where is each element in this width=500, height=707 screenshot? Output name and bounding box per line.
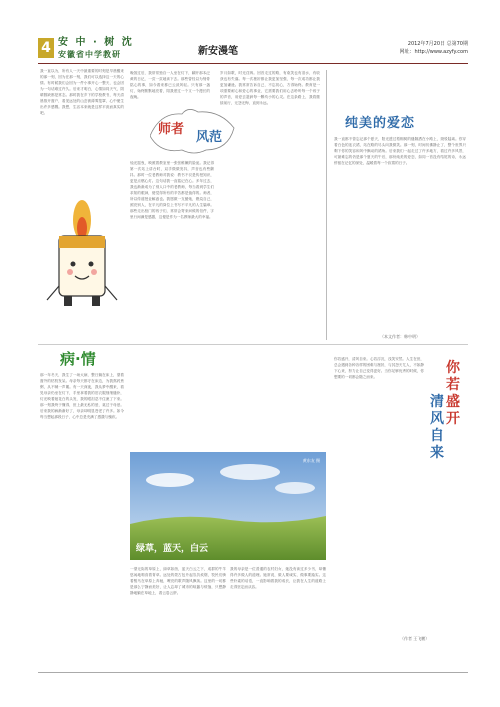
column1-top-text: 我一直以为，所有人一天中最重要的时刻是早晨醒来的那一刻，因为在那一刻，我们可以选择这一天的心情。有时候我们会因为一件小事开心一整天，也会因为一句话难过许久。后来才明白，心情如同天气，阴晴圆缺都是常态。那时我在乡下的学校教书，每天清晨推开窗户，看见远处的山峦被薄雾笼罩，心中便生出许多感慨。我想，生活本来就是这样平淡而真实的吧。 xyxy=(40,69,124,115)
article-title-pure-love: 纯美的爱恋 xyxy=(345,116,416,131)
cartoon-word1: 师者 xyxy=(158,122,185,137)
footer-rule xyxy=(38,672,468,673)
website: 网址：http://www.azyfy.com xyxy=(399,49,468,55)
article-title-blossom xyxy=(430,360,470,510)
column2-text: 烛光摇曳，映照着教室里一张张稚嫩的脸庞。我记得第一次站上讲台时，双手微微发抖，声音也有些颤抖。那时一位老教师对我说：教书不仅是传授知识，更是点燃心灯。这句话我一直铭记在心。多年过去，我也渐渐成为了别人口中的老教师，每当看到学生们求知的眼神，便觉得所有的辛苦都是值得的。师者，所以传道授业解惑也。我愿做一支蜡烛，燃烧自己，照亮别人，在平凡的岗位上书写不平凡的人生篇章。那些走出校门的孩子们，常常会寄来问候的信件，字里行间满是感激，这便是作为一名教师最大的幸福。 xyxy=(130,161,214,219)
column-divider-right xyxy=(326,70,327,340)
bottom-mid-text-b: 我的母亲是一位普通的农村妇女，她没有读过多少书，却懂得许多做人的道理。她常说，做人要诚实，做事要踏实。这些朴素的话语，一直影响着我的成长，让我在人生的道路上走得坚定而从容。 xyxy=(230,567,326,589)
masthead-line1: 安 中 · 树 沈 xyxy=(58,37,134,48)
photo-caption: 绿草，蓝天，白云 xyxy=(136,544,209,554)
bottom-right-text: 你若盛开，清风自来。心若浮沉，浅笑安然。人生在世，总会遇到各种各样的困难与挫折，与其怨天尤人，不如静下心来，努力让自己变得更好。当你足够优秀的时候，你想要的一切都会随之而来。 xyxy=(334,357,424,379)
cartoon-word2: 风范 xyxy=(196,130,223,145)
bottom-left-text: 那一年冬天，我生了一场大病，整日躺在床上，望着窗外的枯枝发呆。母亲每天都守在床边，为我熬药煮粥，从不喊一声累。有一天深夜，我从梦中醒来，看见母亲仍坐在灯下，手里拿着我的旧衣服细细缝补，灯光映着她花白的头发，我的眼泪忍不住流了下来。那一刻我终于懂得，世上最无私的爱，莫过于母爱。后来我的病渐渐好了，母亲却明显苍老了许多。如今每当想起那段日子，心中总是充满了感激与愧疚。 xyxy=(40,373,124,419)
bottom-right-author: （作者 王飞鹏） xyxy=(400,636,430,641)
masthead-line2: 安徽省中学教研 xyxy=(58,50,121,59)
column1-mid-text: 晚饭过后，我常常独自一人坐在灯下，翻开那本泛黄的日记，一页一页地读下去。那些曾经以为刻骨铭心的事，如今看来都已云淡风轻。只有那一盏灯，始终默默地亮着，陪我度过一个又一个漫长的夜晚。 xyxy=(130,71,210,99)
grassland-photo xyxy=(130,452,326,560)
header-rule xyxy=(38,63,468,64)
masthead-logo xyxy=(58,36,168,62)
title-line2: 清风自来 xyxy=(430,394,444,461)
date-issue: 2012年7月20日 总第70期 xyxy=(407,41,468,47)
title-line1: 你若盛开 xyxy=(446,360,460,427)
section-title: 新安漫笔 xyxy=(198,46,238,57)
column4-footer-note: （本文作者：韩中明） xyxy=(380,334,420,339)
mid-rule xyxy=(38,344,468,345)
page-number-badge: 4 xyxy=(38,38,54,58)
bottom-mid-text-a: 一望无际的草原上，绿草如茵，蓝天白云之下，成群的牛羊悠闲地啃食着青草。远处的蒙古包升起袅袅炊烟，牧民们骑着骏马在草原上奔驰，嘹亮的歌声随风飘荡。这里的一切都是那么宁静而美好，让人忘却了城市的喧嚣与烦恼，只想静静地躺在草地上，看云卷云舒。 xyxy=(130,567,226,595)
column3-text: 岁月如歌，时光荏苒。回首走过的路，有欢笑也有泪水，有收获也有失落。每一次挫折都让我更加坚强，每一次成功都让我更加谦逊。我常常告诉自己，不忘初心，方得始终。教育是一项需要耐心和爱心的事业，它需要我们用心去聆听每一个孩子的声音，用爱去滋润每一颗幼小的心灵。在这条路上，我将继续前行，无怨无悔，直到永远。 xyxy=(220,71,320,105)
article-title-illness: 病·情 xyxy=(60,350,96,368)
candle-illustration xyxy=(42,190,122,310)
column4-text: 我一直都不曾忘记那个夏天，阳光透过梧桐树的缝隙洒在小路上，斑驳陆离。你穿着白色的连衣裙，站在路的尽头向我微笑。那一刻，时间仿佛静止了，整个世界只剩下你的笑容和风中飘动的裙角。后来我们一起走过了许多地方，看过许多风景，可最难忘的仍是那个夏天的午后，那份纯美的爱恋，如同一首没有结尾的诗，永远停留在记忆的深处，温暖着每一个寂寞的日子。 xyxy=(334,137,466,165)
header xyxy=(38,36,468,66)
photo-credit: 黄东友 摄 xyxy=(302,458,320,463)
